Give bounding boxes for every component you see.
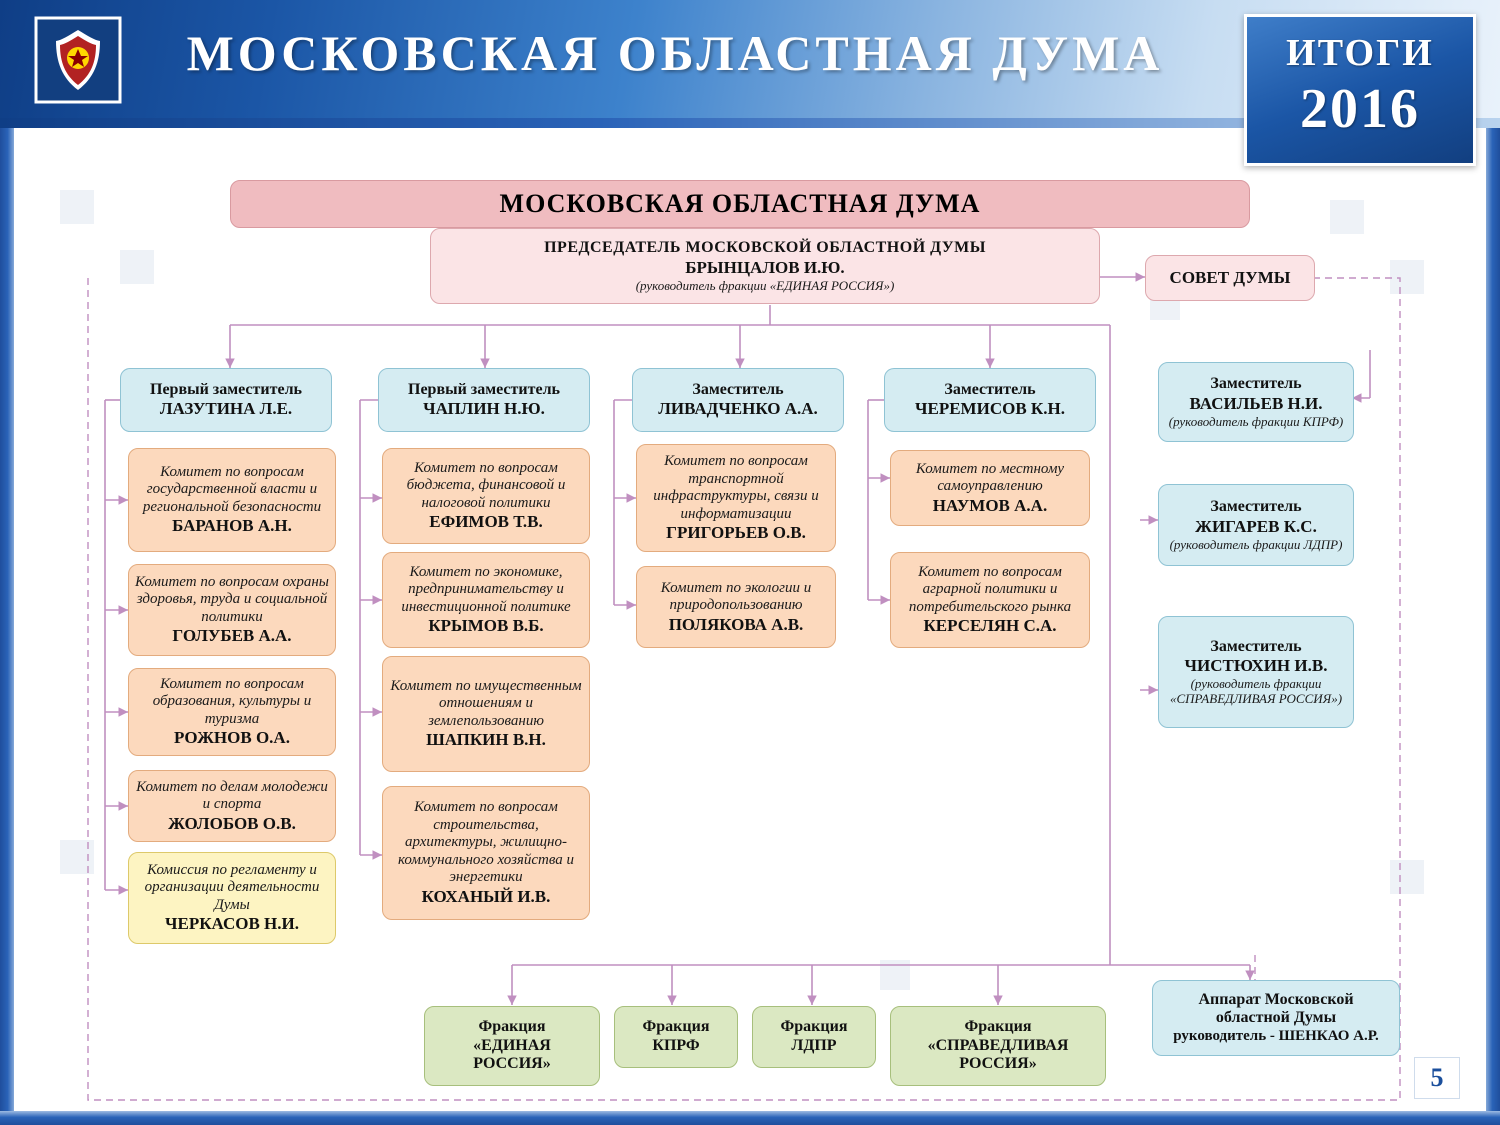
faction-line2: КПРФ [652, 1037, 700, 1054]
committee-title: Комитет по вопросам аграрной политики и потребительского рынка [908, 563, 1072, 615]
deputy-note: (руководитель фракции «СПРАВЕДЛИВАЯ РОССИЯ») [1169, 676, 1343, 707]
left-border [0, 0, 14, 1125]
committee-box[interactable] [890, 552, 1090, 648]
committee-title: Комитет по вопросам транспортной инфраструктуры, связи и информатизации [653, 452, 819, 522]
faction-line1: Фракция [780, 1018, 848, 1036]
commission-box[interactable] [128, 852, 336, 944]
deputy-note: (руководитель фракции ЛДПР) [1169, 536, 1343, 552]
faction-box-2[interactable] [614, 1006, 738, 1068]
committee-chair: ПОЛЯКОВА А.В. [668, 614, 804, 634]
deputy-role: Первый заместитель [408, 380, 560, 398]
committee-box[interactable] [636, 566, 836, 648]
chairman-line1: ПРЕДСЕДАТЕЛЬ МОСКОВСКОЙ ОБЛАСТНОЙ ДУМЫ [544, 239, 986, 257]
committee-chair: ШАПКИН В.Н. [426, 730, 546, 750]
committee-chair: ЕФИМОВ Т.В. [429, 512, 543, 532]
apparatus-line1: Аппарат Московской [1198, 990, 1354, 1008]
deputy-name: ЖИГАРЕВ К.С. [1195, 516, 1317, 536]
deputy-role: Заместитель [1210, 637, 1302, 655]
council-box[interactable] [1145, 255, 1315, 301]
deputy-name: ЧЕРЕМИСОВ К.Н. [915, 399, 1065, 419]
bottom-border [0, 1111, 1500, 1125]
committee-box[interactable] [128, 770, 336, 842]
page-number: 5 [1414, 1057, 1460, 1099]
committee-box[interactable] [128, 564, 336, 656]
faction-line3: РОССИЯ» [473, 1055, 551, 1073]
deputy-box-1[interactable] [120, 368, 332, 432]
results-badge [1244, 14, 1476, 166]
committee-box[interactable] [890, 450, 1090, 526]
committee-chair: КРЫМОВ В.Б. [428, 616, 544, 636]
committee-box[interactable] [382, 656, 590, 772]
committee-box[interactable] [382, 448, 590, 544]
deputy-name: ЛАЗУТИНА Л.Е. [159, 399, 293, 419]
page-title: МОСКОВСКАЯ ОБЛАСТНАЯ ДУМА [186, 25, 1164, 81]
faction-line3: РОССИЯ» [959, 1055, 1037, 1073]
committee-chair: ЖОЛОБОВ О.В. [168, 813, 296, 833]
committee-title: Комитет по имущественным отношениям и землепользованию [390, 677, 582, 729]
chairman-line2: БРЫНЦАЛОВ И.Ю. [685, 257, 845, 277]
org-title-box [230, 180, 1250, 228]
committee-chair: БАРАНОВ А.Н. [172, 516, 292, 536]
apparatus-line2: областной Думы [1215, 1009, 1337, 1027]
committee-title: Комитет по вопросам строительства, архитектуры, жилищно-коммунального хозяйства и энергетики [397, 799, 575, 886]
deputy-role: Заместитель [692, 380, 784, 398]
council-label: СОВЕТ ДУМЫ [1169, 268, 1291, 288]
committee-box[interactable] [636, 444, 836, 552]
chairman-line3: (руководитель фракции «ЕДИНАЯ РОССИЯ») [635, 277, 895, 293]
committee-title: Комитет по экологии и природопользованию [660, 579, 812, 614]
badge-line1: ИТОГИ [1286, 32, 1434, 74]
committee-title: Комитет по делам молодежи и спорта [136, 778, 328, 813]
committee-title: Комитет по вопросам образования, культуры и туризма [152, 675, 312, 727]
watermark-square [1390, 860, 1424, 894]
committee-title: Комитет по вопросам государственной власти и региональной безопасности [142, 463, 322, 515]
watermark-square [1330, 200, 1364, 234]
commission-chair: ЧЕРКАСОВ Н.И. [165, 914, 299, 934]
deputy-name: ВАСИЛЬЕВ Н.И. [1189, 393, 1323, 413]
deputy-role: Первый заместитель [150, 380, 302, 398]
deputy-box-3[interactable] [632, 368, 844, 432]
faction-line1: Фракция [642, 1018, 710, 1036]
committee-title: Комитет по вопросам бюджета, финансовой и налоговой политики [406, 459, 566, 511]
watermark-square [60, 840, 94, 874]
committee-title: Комитет по экономике, предпринимательству и инвестиционной политике [401, 563, 571, 615]
faction-box-4[interactable] [890, 1006, 1106, 1086]
deputy-name: ЧАПЛИН Н.Ю. [423, 399, 545, 419]
deputy-note: (руководитель фракции КПРФ) [1168, 413, 1344, 429]
committee-chair: НАУМОВ А.А. [932, 495, 1048, 515]
watermark-square [880, 960, 910, 990]
deputy-role: Заместитель [1210, 375, 1302, 393]
chairman-box[interactable] [430, 228, 1100, 304]
apparatus-line3: руководитель - ШЕНКАО А.Р. [1173, 1027, 1379, 1044]
deputy-name: ЧИСТЮХИН И.В. [1184, 656, 1328, 676]
faction-line1: Фракция [964, 1017, 1032, 1035]
deputy-role: Заместитель [944, 380, 1036, 398]
coat-of-arms-icon [32, 14, 124, 106]
commission-title: Комиссия по регламенту и организации деятельности Думы [144, 861, 320, 913]
deputy-role: Заместитель [1210, 498, 1302, 516]
deputy-box-7[interactable] [1158, 616, 1354, 728]
watermark-square [120, 250, 154, 284]
deputy-box-2[interactable] [378, 368, 590, 432]
watermark-square [1390, 260, 1424, 294]
apparatus-box[interactable] [1152, 980, 1400, 1056]
deputy-box-5[interactable] [1158, 362, 1354, 442]
committee-box[interactable] [382, 552, 590, 648]
committee-title: Комитет по местному самоуправлению [915, 460, 1065, 495]
committee-chair: КОХАНЫЙ И.В. [421, 886, 551, 906]
faction-box-1[interactable] [424, 1006, 600, 1086]
faction-line2: «ЕДИНАЯ [473, 1036, 551, 1054]
faction-line2: ЛДПР [791, 1037, 837, 1054]
org-title-text: МОСКОВСКАЯ ОБЛАСТНАЯ ДУМА [499, 188, 981, 218]
committee-box[interactable] [382, 786, 590, 920]
badge-line2: 2016 [1300, 78, 1420, 140]
committee-box[interactable] [128, 668, 336, 756]
faction-box-3[interactable] [752, 1006, 876, 1068]
committee-box[interactable] [128, 448, 336, 552]
committee-title: Комитет по вопросам охраны здоровья, труда и социальной политики [135, 573, 329, 625]
watermark-square [60, 190, 94, 224]
right-border [1486, 0, 1500, 1125]
committee-chair: ГРИГОРЬЕВ О.В. [666, 523, 806, 543]
deputy-box-6[interactable] [1158, 484, 1354, 566]
committee-chair: РОЖНОВ О.А. [174, 728, 290, 748]
faction-line1: Фракция [478, 1017, 546, 1035]
committee-chair: ГОЛУБЕВ А.А. [172, 626, 292, 646]
deputy-name: ЛИВАДЧЕНКО А.А. [658, 399, 818, 419]
deputy-box-4[interactable] [884, 368, 1096, 432]
faction-line2: «СПРАВЕДЛИВАЯ [927, 1036, 1069, 1054]
committee-chair: КЕРСЕЛЯН С.А. [923, 616, 1057, 636]
